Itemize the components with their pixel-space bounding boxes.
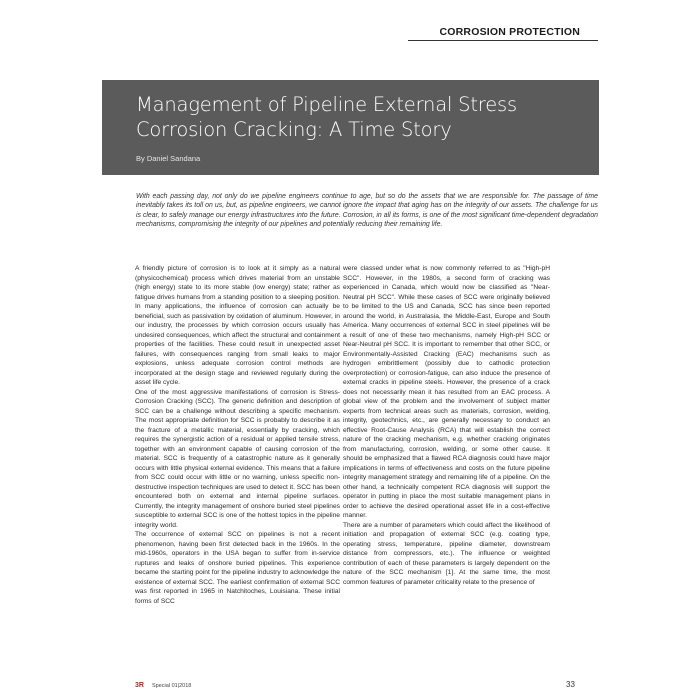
section-label: CORROSION PROTECTION (439, 26, 580, 38)
page-number: 33 (566, 680, 575, 689)
edition-label: Special 01|2018 (152, 683, 192, 689)
paragraph: A friendly picture of corrosion is to look at it simply as a natural (physicochemical) process which drives material from an unstable (high energy) state to its more stable (low energy) state; rather as fatigue drives humans from a standing position to a sleeping position. In many applications, the influence of corrosion can actually be beneficial, such as passivation by oxidation of aluminum. However, in our industry, the processes by which corrosion occurs usually has undesired consequences, which affect the structural and containment properties of the facilities. These could result in unexpected asset failures, with consequences ranging from small leaks to major explosions, unless adequate corrosion control methods are incorporated at the design stage and reviewed regularly during the asset life cycle. (135, 265, 340, 386)
article-title: Management of Pipeline External Stress Corrosion Cracking: A Time Story (136, 93, 517, 141)
article-abstract: With each passing day, not only do we pipeline engineers continue to age, but so do the assets that we are responsible for. The passage of time inevitably takes its toll on us, but, as pipeline engineers, we cannot ignore the impact that aging has on the integrity of our assets. The challenge for us is clear, to safely manage our energy infrastructures into the future. Corrosion, in all its forms, is one of the most significant time-dependent degradation mechanisms, compromising the integrity of our pipelines and potentially reducing their remaining life. (136, 193, 598, 229)
title-banner (102, 80, 599, 175)
publication-logo: 3R (135, 682, 144, 689)
paragraph: were classed under what is now commonly referred to as "High-pH SCC". However, in the 1980s, a second form of cracking was experienced in Canada, which would now be classified as "Near-Neutral pH SCC". While these cases of SCC were originally believed to be limited to the US and Canada, SCC has since been reported around the world, in Australasia, the Middle-East, Europe and South America. Many occurrences of external SCC in steel pipelines will be a result of one of these two mechanisms, namely High-pH SCC or Near-Neutral pH SCC. It is important to remember that other SCC, or Environmentally-Assisted Cracking (EAC) mechanisms such as hydrogen embrittlement (possibly due to cathodic protection overprotection) or corrosion-fatigue, can also induce the presence of external cracks in pipeline steels. However, the presence of a crack does not necessarily mean it has resulted from an EAC process. A global view of the problem and the involvement of subject matter experts from technical areas such as materials, corrosion, welding, integrity, geotechnics, etc., are generally necessary to conduct an effective Root-Cause Analysis (RCA) that will establish the correct nature of the cracking mechanism, e.g. whether cracking originates from manufacturing, corrosion, welding, or some other cause. It should be emphasized that a flawed RCA diagnosis could have major implications in terms of effectiveness and costs on the future pipeline integrity management strategy and remaining life of a pipeline. On the other hand, a technically competent RCA diagnosis will support the operator in putting in place the most suitable management plans in order to achieve the desired operational asset life in a cost-effective manner. (343, 265, 550, 519)
body-column-right (343, 264, 550, 664)
paragraph: There are a number of parameters which could affect the likelihood of initiation and propagation of external SCC (e.g. coating type, operating stress, temperature, pipeline diameter, downstream distance from compressors, etc.). The influence or weighted contribution of each of these parameters is largely dependent on the nature of the SCC mechanism [1]. At the same time, the most common features of parameter criticality relate to the presence of (343, 521, 550, 586)
article-byline: By Daniel Sandana (136, 154, 201, 163)
paragraph: The occurrence of external SCC on pipelines is not a recent phenomenon, having been first detected back in the 1960s. In the mid-1960s, operators in the USA began to suffer from in-service ruptures and leaks of onshore buried pipelines. This experience became the starting point for the pipeline industry to acknowledge the existence of external SCC. The earliest confirmation of external SCC was first reported in 1965 in Natchitoches, Louisiana. These initial forms of SCC (135, 531, 340, 605)
body-column-left (135, 264, 340, 664)
section-divider (408, 40, 598, 41)
paragraph: One of the most aggressive manifestations of corrosion is Stress-Corrosion Cracking (SCC). The generic definition and description of SCC can be a challenge without describing a specific mechanism. The most appropriate definition for SCC is probably to describe it as the fracture of a metallic material, essentially by cracking, which requires the synergistic action of a residual or applied tensile stress, together with an environment capable of causing corrosion of the material. SCC is frequently of a catastrophic nature as it generally occurs with little physical external evidence. This means that a failure from SCC could occur with little or no warning, unless specific non-destructive inspection techniques are used to detect it. SCC has been encountered both on external and internal pipeline surfaces. Currently, the integrity management of onshore buried steel pipelines susceptible to external SCC is one of the hottest topics in the pipeline integrity world. (135, 388, 340, 529)
